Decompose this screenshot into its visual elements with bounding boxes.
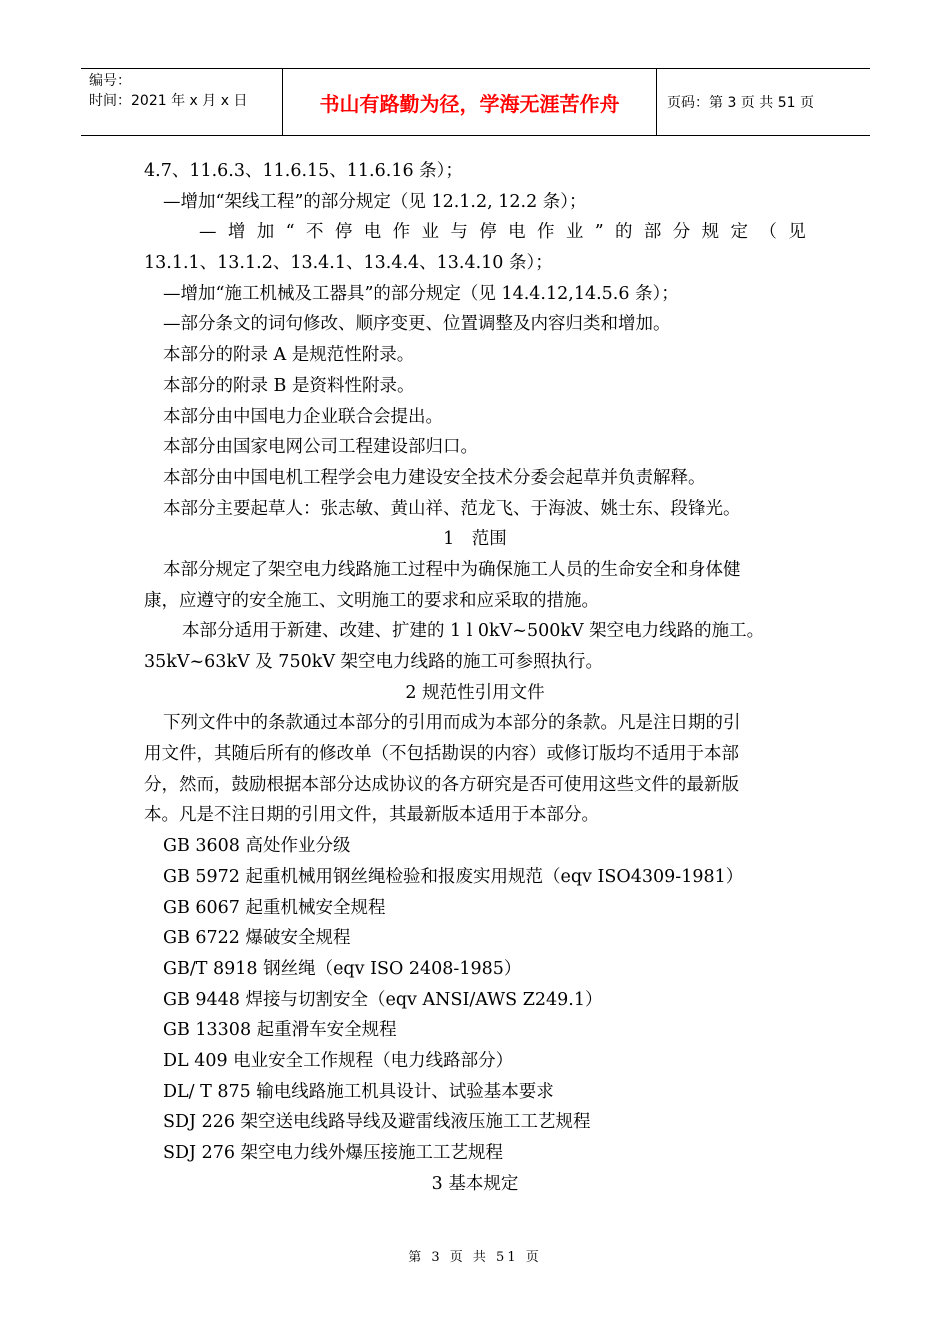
- reference-item: GB 5972 起重机械用钢丝绳检验和报废实用规范（eqv ISO4309-1981）: [163, 866, 744, 887]
- spread-char: 作: [392, 222, 411, 243]
- spread-char: 见: [788, 222, 806, 243]
- header-meta: [81, 69, 283, 135]
- reference-item: DL 409 电业安全工作规程（电力线路部分）: [163, 1050, 514, 1071]
- spread-char: （: [759, 222, 777, 243]
- page-footer: 第 3 页 共 51 页: [408, 1250, 542, 1265]
- body-line-spread: [144, 217, 806, 248]
- spread-char: ”: [594, 222, 604, 243]
- body-line: —增加“架线工程”的部分规定（见 12.1.2, 12.2 条）；: [163, 191, 587, 212]
- document-body: [144, 156, 806, 1199]
- body-line: 本部分规定了架空电力线路施工过程中为确保施工人员的生命安全和身体健: [163, 559, 741, 580]
- body-line: 本。凡是不注日期的引用文件，其最新版本适用于本部分。: [144, 805, 599, 826]
- reference-item: GB 6722 爆破安全规程: [163, 928, 351, 949]
- body-line: 本部分由中国电力企业联合会提出。: [163, 406, 443, 427]
- spread-char: 作: [536, 222, 555, 243]
- body-line: —增加“施工机械及工器具”的部分规定（见 14.4.12,14.5.6 条）；: [163, 283, 679, 304]
- spread-char: 增: [227, 222, 246, 243]
- reference-item: GB 3608 高处作业分级: [163, 836, 351, 857]
- spread-char: “: [285, 222, 295, 243]
- body-line: 本部分主要起草人：张志敏、黄山祥、范龙飞、于海波、姚士东、段锋光。: [163, 498, 741, 519]
- spread-char: 业: [421, 222, 439, 243]
- reference-item: SDJ 276 架空电力线外爆压接施工工艺规程: [163, 1143, 504, 1163]
- time-label: 时间：2021 年 x 月 x 日: [89, 93, 248, 109]
- spread-char: 停: [479, 222, 497, 243]
- body-line: 分，然而，鼓励根据本部分达成协议的各方研究是否可使用这些文件的最新版: [144, 774, 739, 795]
- header-motto: 书山有路勤为径，学海无涯苦作舟: [283, 69, 657, 135]
- spread-char: 分: [672, 222, 691, 243]
- section-title-basic-rules: 3 基本规定: [431, 1173, 519, 1194]
- body-line: 康，应遵守的安全施工、文明施工的要求和应采取的措施。: [144, 590, 599, 611]
- spread-char: 加: [256, 222, 275, 243]
- number-label: 编号：: [89, 73, 131, 89]
- reference-item: GB/T 8918 钢丝绳（eqv ISO 2408-1985）: [163, 958, 522, 979]
- spread-char: 电: [363, 222, 382, 243]
- body-line: 下列文件中的条款通过本部分的引用而成为本部分的条款。凡是注日期的引: [163, 713, 741, 734]
- body-line: 本部分由中国电机工程学会电力建设安全技术分委会起草并负责解释。: [163, 467, 706, 488]
- spread-char: 规: [701, 222, 720, 243]
- spread-char: 部: [643, 222, 662, 243]
- spread-char: —: [199, 222, 217, 243]
- reference-item: SDJ 226 架空送电线路导线及避雷线液压施工工艺规程: [163, 1112, 591, 1133]
- header-page-info: 页码：第 3 页 共 51 页: [667, 95, 814, 111]
- body-line: 本部分的附录 A 是规范性附录。: [163, 345, 415, 366]
- body-line: 本部分由国家电网公司工程建设部归口。: [163, 437, 478, 458]
- page-header: [81, 68, 870, 136]
- reference-item: DL/ T 875 输电线路施工机具设计、试验基本要求: [163, 1081, 554, 1102]
- spread-char: 不: [305, 222, 324, 243]
- spread-char: 定: [730, 222, 749, 243]
- body-line: 用文件，其随后所有的修改单（不包括勘误的内容）或修订版均不适用于本部: [144, 744, 739, 765]
- section-title-references: 2 规范性引用文件: [405, 682, 545, 703]
- body-line: 本部分的附录 B 是资料性附录。: [163, 375, 415, 396]
- body-line: 13.1.1、13.1.2、13.4.1、13.4.4、13.4.10 条）；: [144, 253, 553, 274]
- spread-char: 的: [615, 222, 633, 243]
- body-line: 35kV~63kV 及 750kV 架空电力线路的施工可参照执行。: [144, 652, 604, 672]
- reference-item: GB 9448 焊接与切割安全（eqv ANSI/AWS Z249.1）: [163, 989, 603, 1010]
- spread-char: 电: [508, 222, 526, 243]
- body-line: —部分条文的词句修改、顺序变更、位置调整及内容归类和增加。: [163, 314, 671, 335]
- section-title-scope: 1 范围: [443, 529, 507, 550]
- reference-item: GB 13308 起重滑车安全规程: [163, 1020, 397, 1041]
- body-line: 本部分适用于新建、改建、扩建的 1 l 0kV~500kV 架空电力线路的施工。: [182, 621, 765, 642]
- body-line: 4.7、11.6.3、11.6.15、11.6.16 条）；: [144, 161, 463, 181]
- spread-char: 停: [334, 222, 353, 243]
- spread-char: 与: [450, 222, 468, 243]
- reference-item: GB 6067 起重机械安全规程: [163, 897, 386, 918]
- spread-char: 业: [565, 222, 584, 243]
